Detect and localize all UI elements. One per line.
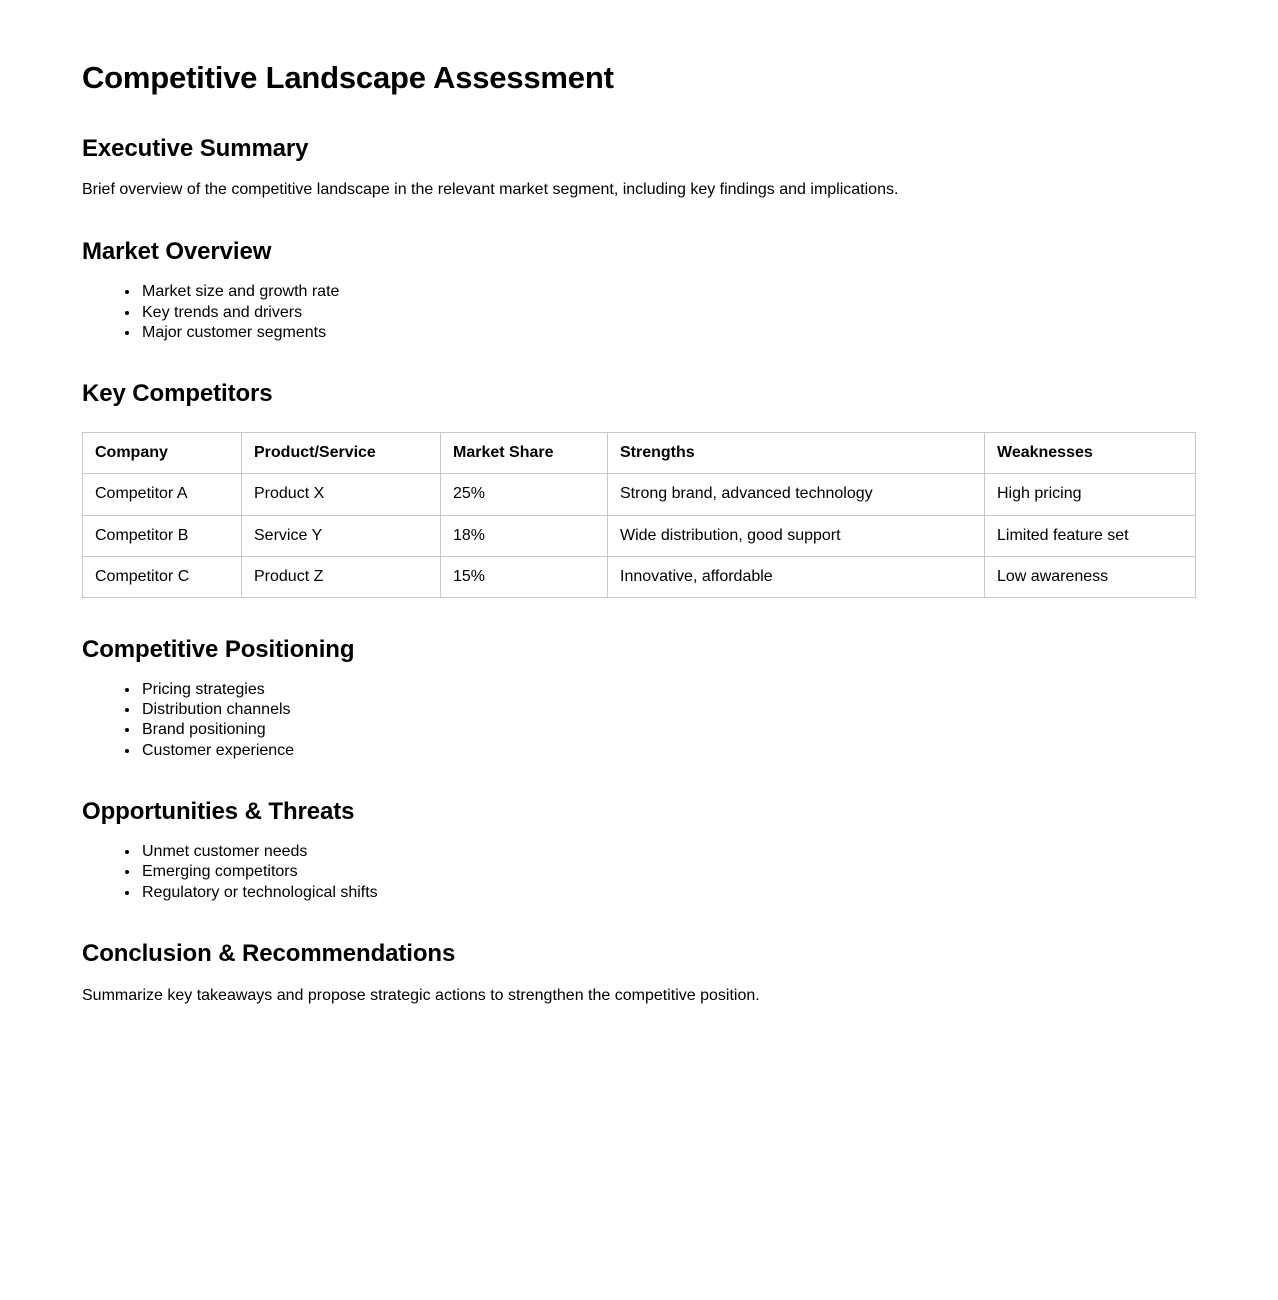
- cell-strengths: Strong brand, advanced technology: [608, 474, 985, 515]
- market-overview-list: [82, 283, 1196, 342]
- list-item: • Distribution channels: [140, 701, 1196, 719]
- section-heading-conclusion: Conclusion & Recommendations: [82, 940, 456, 968]
- table-column-header-market-share: Market Share: [441, 433, 608, 474]
- cell-product: Service Y: [242, 515, 441, 556]
- cell-weaknesses: Limited feature set: [985, 515, 1196, 556]
- cell-company: Competitor B: [83, 515, 242, 556]
- executive-summary-paragraph: Brief overview of the competitive landscape in the relevant market segment, including key findings and implications.: [82, 181, 899, 199]
- cell-weaknesses: Low awareness: [985, 556, 1196, 597]
- table-column-header-weaknesses: Weaknesses: [985, 433, 1196, 474]
- list-item: • Key trends and drivers: [140, 304, 1196, 322]
- cell-market-share: 18%: [441, 515, 608, 556]
- list-item: • Unmet customer needs: [140, 843, 1196, 861]
- key-competitors-table: [82, 432, 1196, 598]
- page-title: Competitive Landscape Assessment: [82, 60, 614, 95]
- table-header-row: [83, 433, 1196, 474]
- cell-weaknesses: High pricing: [985, 474, 1196, 515]
- list-item: • Emerging competitors: [140, 863, 1196, 881]
- section-heading-executive-summary: Executive Summary: [82, 134, 309, 162]
- table-column-header-company: Company: [83, 433, 242, 474]
- list-item: • Regulatory or technological shifts: [140, 884, 1196, 902]
- table-column-header-product: Product/Service: [242, 433, 441, 474]
- cell-company: Competitor A: [83, 474, 242, 515]
- list-item: • Brand positioning: [140, 721, 1196, 739]
- list-item: • Market size and growth rate: [140, 283, 1196, 301]
- table-row: [83, 474, 1196, 515]
- table-row: [83, 556, 1196, 597]
- cell-market-share: 15%: [441, 556, 608, 597]
- section-heading-opportunities-threats: Opportunities & Threats: [82, 798, 355, 826]
- cell-strengths: Wide distribution, good support: [608, 515, 985, 556]
- list-item: • Customer experience: [140, 742, 1196, 760]
- list-item: • Major customer segments: [140, 324, 1196, 342]
- cell-product: Product X: [242, 474, 441, 515]
- table-row: [83, 515, 1196, 556]
- cell-market-share: 25%: [441, 474, 608, 515]
- list-item: • Pricing strategies: [140, 681, 1196, 699]
- table-column-header-strengths: Strengths: [608, 433, 985, 474]
- cell-product: Product Z: [242, 556, 441, 597]
- section-heading-market-overview: Market Overview: [82, 238, 272, 266]
- competitive-positioning-list: [82, 681, 1196, 761]
- section-heading-competitive-positioning: Competitive Positioning: [82, 635, 355, 663]
- conclusion-paragraph: Summarize key takeaways and propose strategic actions to strengthen the competitive position.: [82, 987, 760, 1005]
- cell-strengths: Innovative, affordable: [608, 556, 985, 597]
- opportunities-threats-list: [82, 843, 1196, 902]
- cell-company: Competitor C: [83, 556, 242, 597]
- section-heading-key-competitors: Key Competitors: [82, 380, 273, 408]
